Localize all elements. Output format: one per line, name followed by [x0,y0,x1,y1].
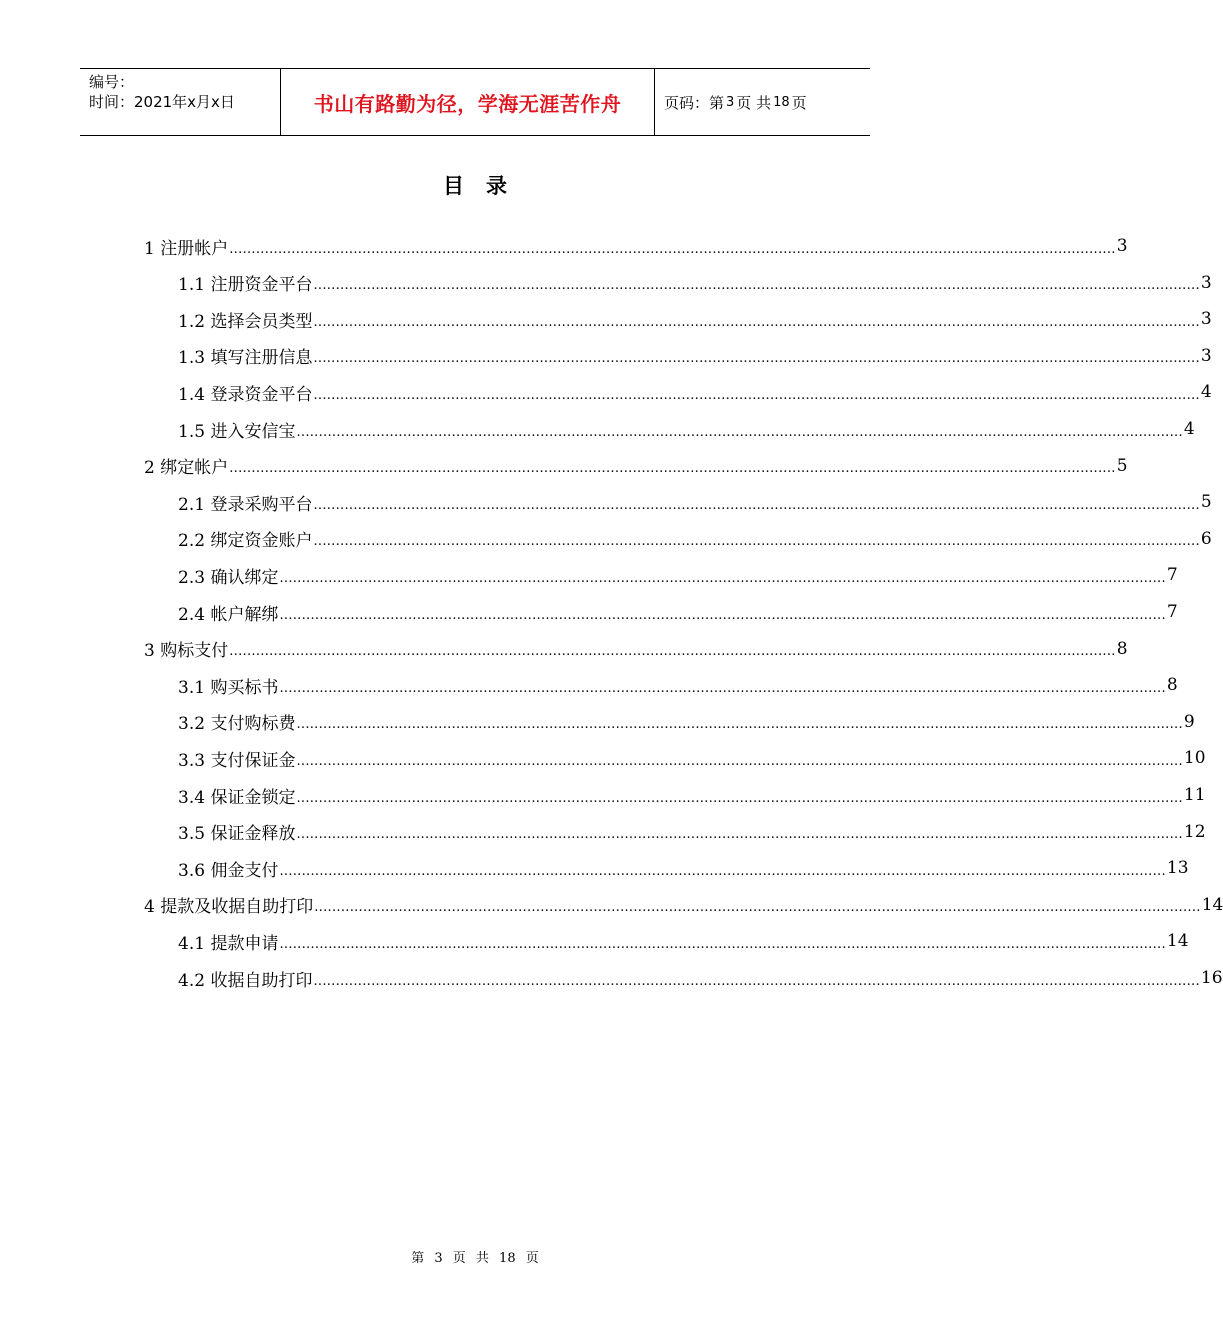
toc-entry-label: 1.3 填写注册信息 [178,348,313,369]
toc-entry-label: 2.1 登录采购平台 [178,494,313,515]
toc-entry-label: 3.3 支付保证金 [178,750,296,771]
toc-leader-dots: ........................................................................................................................................................................................................ [296,827,1183,843]
toc-entry[interactable] [178,923,1189,959]
toc-entry[interactable] [144,448,1128,484]
toc-entry[interactable] [144,631,1128,667]
toc-leader-dots: ........................................................................................................................................................................................................ [229,461,1116,477]
toc-entry[interactable] [178,594,1178,630]
toc-entry-label: 3.5 保证金释放 [178,824,296,845]
toc-entry-label: 1 注册帐户 [144,238,229,259]
toc-leader-dots: ........................................................................................................................................................................................................ [229,644,1116,660]
toc-entry-page: 12 [1183,821,1206,842]
toc-leader-dots: ........................................................................................................................................................................................................ [296,790,1183,806]
toc-entry-label: 2.4 帐户解绑 [178,604,279,625]
toc-entry-page: 8 [1116,638,1128,659]
toc-leader-dots: ........................................................................................................................................................................................................ [279,680,1166,696]
header-page-suffix: 页 [791,93,807,112]
toc-entry[interactable] [178,484,1212,520]
header-page-info [655,69,870,135]
toc-entry[interactable] [178,667,1178,703]
toc-entry[interactable] [178,301,1212,337]
toc-entry-label: 4.2 收据自助打印 [178,970,313,991]
toc-leader-dots: ........................................................................................................................................................................................................ [313,314,1200,330]
toc-entry-page: 8 [1166,675,1178,696]
toc-entry-page: 16 [1200,968,1223,988]
toc-entry[interactable] [178,960,1223,996]
toc-leader-dots: ........................................................................................................................................................................................................ [314,900,1201,916]
toc-entry-page: 3 [1116,236,1128,256]
toc-entry[interactable] [178,850,1189,886]
header-page-total: 18 [773,94,790,110]
toc-entry-label: 4 提款及收据自助打印 [144,897,314,918]
toc-entry[interactable] [178,411,1195,447]
toc-entry[interactable] [178,521,1212,557]
toc-entry[interactable] [178,704,1195,740]
toc-entry-page: 6 [1200,528,1212,549]
toc-leader-dots: ........................................................................................................................................................................................................ [279,863,1166,879]
toc-entry-label: 1.5 进入安信宝 [178,421,296,442]
toc-entry-label: 1.4 登录资金平台 [178,384,313,405]
header-date-label: 时间：2021年x月x日 [89,93,235,111]
toc-entry-page: 5 [1116,455,1128,476]
toc-entry[interactable] [178,740,1206,776]
toc-entry-page: 3 [1200,345,1212,366]
toc-entry-label: 2.3 确认绑定 [178,567,279,588]
toc-entry-label: 3.2 支付购标费 [178,714,296,735]
toc-leader-dots: ........................................................................................................................................................................................................ [279,936,1166,952]
toc-leader-dots: ........................................................................................................................................................................................................ [279,607,1166,623]
page-footer: 第 3 页 共 18 页 [411,1251,539,1266]
toc-entry-page: 9 [1183,711,1195,732]
toc-leader-dots: ........................................................................................................................................................................................................ [229,241,1116,257]
toc-entry-page: 3 [1200,309,1212,330]
toc-entry-label: 4.1 提款申请 [178,933,279,954]
toc-entry-label: 3.4 保证金锁定 [178,787,296,808]
toc-entry-label: 3.1 购买标书 [178,677,279,698]
toc-entry-page: 7 [1166,565,1178,586]
toc-entry-label: 1.2 选择会员类型 [178,311,313,332]
header-page-prefix: 页码：第 [664,93,725,112]
toc-entry-label: 3.6 佣金支付 [178,860,279,881]
toc-entry-page: 13 [1166,858,1189,879]
toc-entry-page: 4 [1200,382,1212,403]
toc-leader-dots: ........................................................................................................................................................................................................ [313,351,1200,367]
toc-entry[interactable] [178,814,1206,850]
header-page-mid: 页 共 [736,93,772,112]
toc-entry-label: 3 购标支付 [144,641,229,662]
toc-leader-dots: ........................................................................................................................................................................................................ [279,570,1166,586]
toc-title: 目录 [443,174,529,198]
toc-entry-label: 2.2 绑定资金账户 [178,531,313,552]
toc-entry[interactable] [178,777,1206,813]
toc-leader-dots: ........................................................................................................................................................................................................ [296,424,1183,440]
header-meta [80,69,281,135]
toc-leader-dots: ........................................................................................................................................................................................................ [296,717,1183,733]
toc-leader-dots: ........................................................................................................................................................................................................ [296,753,1183,769]
toc-entry-label: 1.1 注册资金平台 [178,275,313,296]
toc-entry-page: 11 [1183,785,1206,805]
header-page-current: 3 [726,94,735,110]
toc-leader-dots: ........................................................................................................................................................................................................ [313,534,1200,550]
toc-entry[interactable] [144,228,1128,264]
toc-entry[interactable] [178,374,1212,410]
toc-entry-page: 10 [1183,748,1206,769]
toc-entry[interactable] [178,338,1212,374]
toc-entry[interactable] [144,887,1223,923]
header-number-label: 编号： [89,73,135,91]
toc-entry-page: 14 [1166,931,1189,952]
toc-leader-dots: ........................................................................................................................................................................................................ [313,497,1200,513]
toc-entry-page: 7 [1166,602,1178,622]
page-header [80,68,870,136]
toc-leader-dots: ........................................................................................................................................................................................................ [313,278,1200,294]
toc-entry[interactable] [178,265,1212,301]
toc-entry-label: 2 绑定帐户 [144,458,229,479]
toc-entry[interactable] [178,557,1178,593]
toc-entry-page: 5 [1200,492,1212,513]
toc-entry-page: 14 [1201,894,1223,915]
toc-leader-dots: ........................................................................................................................................................................................................ [313,387,1200,403]
header-motto: 书山有路勤为径，学海无涯苦作舟 [281,69,655,135]
toc-leader-dots: ........................................................................................................................................................................................................ [313,973,1200,989]
toc-entry-page: 3 [1200,272,1212,293]
toc-entry-page: 4 [1183,419,1195,439]
